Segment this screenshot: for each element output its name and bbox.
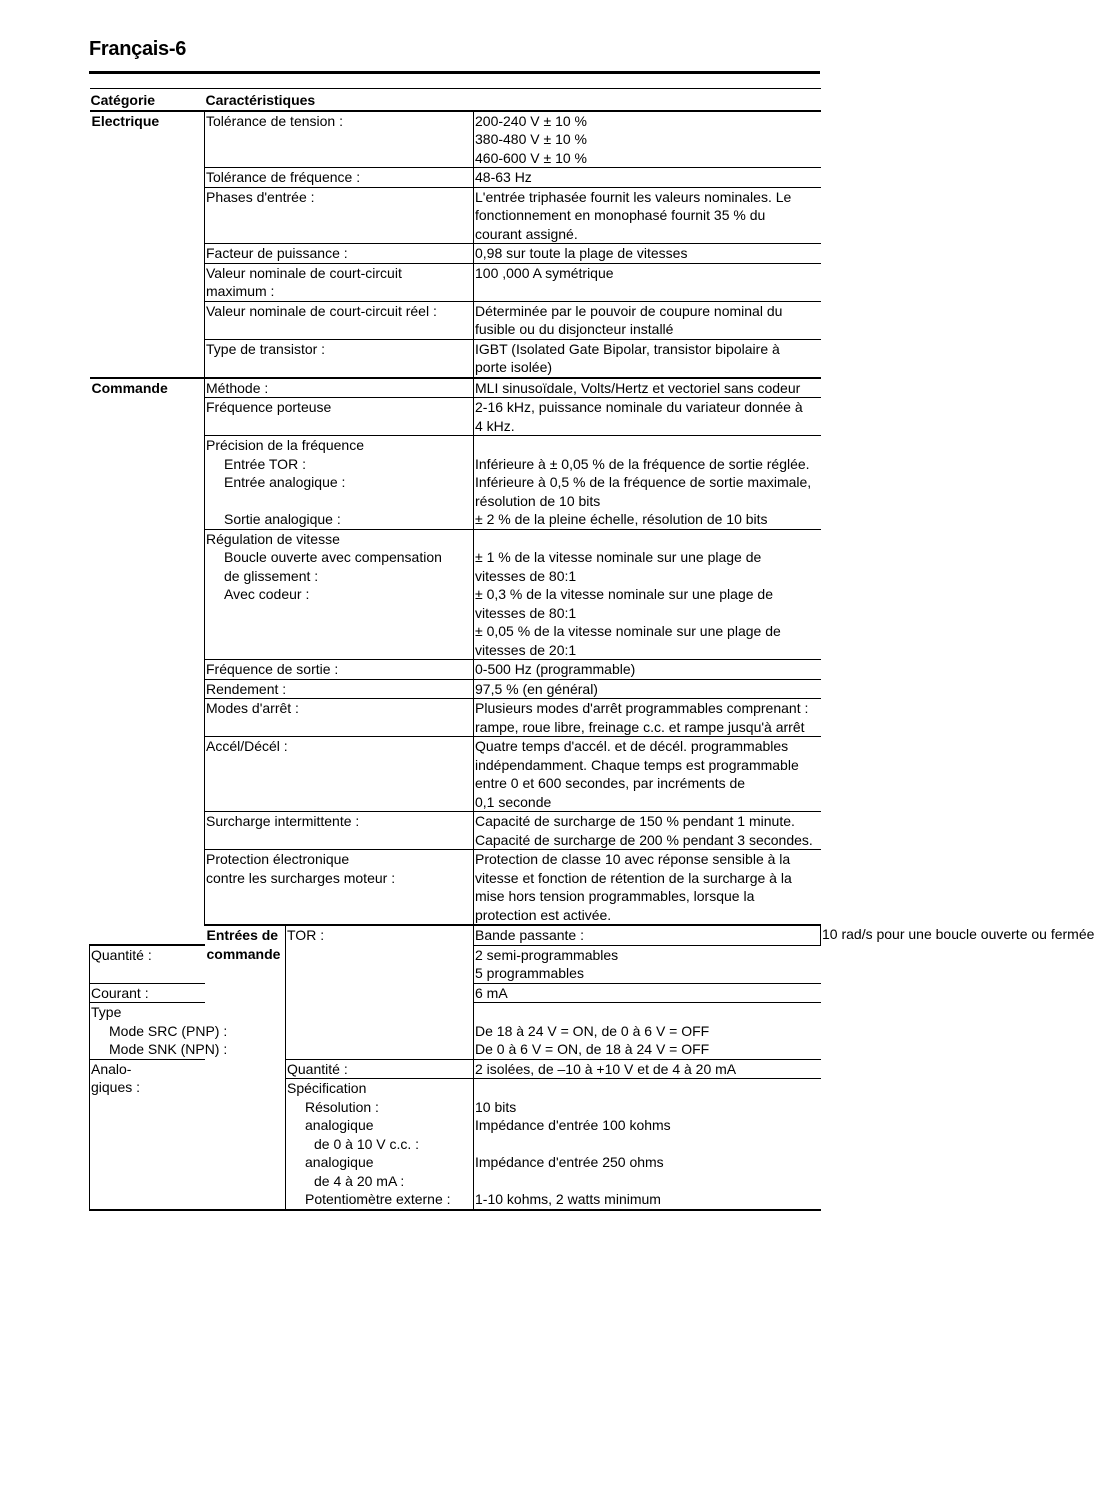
value-line: Impédance d'entrée 250 ohms [475, 1154, 664, 1170]
row-value [474, 737, 821, 812]
value-line: vitesses de 20:1 [475, 641, 577, 658]
row-value [474, 1079, 821, 1210]
spacer [475, 1079, 821, 1098]
row-label: Tolérance de tension : [205, 111, 474, 168]
row-value: 48-63 Hz [474, 168, 821, 188]
label-line: Boucle ouverte avec compensation [224, 549, 442, 565]
value-line: ± 0,3 % de la vitesse nominale sur une plage de [475, 586, 773, 602]
value-line: 2-16 kHz, puissance nominale du variateur donnée à [475, 399, 803, 415]
spacer [475, 1172, 821, 1191]
row-value [474, 850, 821, 926]
row-value: 0-500 Hz (programmable) [474, 660, 821, 680]
spacer [475, 436, 821, 455]
label-line: de 0 à 10 V c.c. : [314, 1135, 420, 1152]
header-characteristics: Caractéristiques [205, 89, 821, 111]
row-label [286, 1079, 474, 1210]
label-line: giques : [91, 1079, 141, 1095]
row-label: Type de transistor : [205, 339, 474, 378]
spacer [206, 492, 473, 511]
value-line: Protection de classe 10 avec réponse sensible à la [475, 851, 791, 867]
row-value: MLI sinusoïdale, Volts/Hertz et vectoriel sans codeur [474, 378, 821, 398]
row-value [474, 339, 821, 378]
category-line: Entrées de [206, 927, 279, 943]
label-line: Mode SRC (PNP) : [109, 1022, 228, 1039]
value-line: Capacité de surcharge de 200 % pendant 3 secondes. [475, 831, 813, 848]
value-line: fonctionnement en monophasé fournit 35 % du [475, 207, 766, 223]
label-line: Avec codeur : [224, 586, 310, 602]
row-label: Surcharge intermittente : [205, 812, 474, 850]
label-line: analogique [305, 1117, 374, 1133]
row-label: Fréquence porteuse [205, 398, 474, 436]
table-row: Entrées de commande TOR : Bande passante : 10 rad/s pour une boucle ouverte ou fermée [90, 925, 821, 945]
value-line: Capacité de surcharge de 150 % pendant 1 minute. [475, 813, 795, 829]
tor-group-label: TOR : [286, 925, 474, 1059]
row-label: Modes d'arrêt : [205, 699, 474, 737]
row-value [474, 529, 821, 660]
row-value: 100 ,000 A symétrique [474, 263, 821, 301]
label-line: Entrée analogique : [224, 474, 346, 490]
value-line: 380-480 V ± 10 % [475, 131, 587, 147]
table-row [90, 1059, 821, 1079]
value-line: entre 0 et 600 secondes, par incréments de [475, 775, 746, 791]
label-line: de glissement : [224, 567, 319, 584]
value-line: 0,1 seconde [475, 793, 552, 810]
row-label: Quantité : [286, 1059, 474, 1079]
label-line: Résolution : [305, 1098, 379, 1115]
value-line: vitesses de 80:1 [475, 567, 577, 584]
row-label: Fréquence de sortie : [205, 660, 474, 680]
row-value [474, 812, 821, 850]
row-label: Méthode : [205, 378, 474, 398]
row-value [474, 187, 821, 244]
value-line: protection est activée. [475, 906, 612, 923]
row-value [474, 398, 821, 436]
row-label [205, 529, 474, 660]
row-label: Facteur de puissance : [205, 244, 474, 264]
value-line: 200-240 V ± 10 % [475, 112, 587, 129]
value-line: 5 programmables [475, 965, 584, 981]
spacer [475, 530, 821, 549]
specifications-table [89, 88, 1094, 1211]
label-line: maximum : [206, 283, 275, 299]
label-line: Type [91, 1004, 122, 1020]
value-line: 10 bits [475, 1098, 517, 1115]
page-title: Français-6 [89, 38, 187, 60]
title-rule [89, 71, 820, 74]
spacer [475, 1135, 821, 1154]
value-line: Inférieure à ± 0,05 % de la fréquence de sortie réglée. [475, 455, 810, 472]
value-line: indépendamment. Chaque temps est programmable [475, 756, 799, 773]
row-value: 0,98 sur toute la plage de vitesses [474, 244, 821, 264]
value-line: ± 0,05 % de la vitesse nominale sur une plage de [475, 623, 781, 639]
category-electrique: Electrique [90, 111, 205, 378]
value-line: 460-600 V ± 10 % [475, 149, 587, 166]
label-line: Analo- [91, 1060, 132, 1077]
category-line: commande [206, 945, 281, 962]
spacer [475, 1003, 821, 1022]
label-line: Potentiomètre externe : [305, 1191, 451, 1207]
value-line: Quatre temps d'accél. et de décél. programmables [475, 738, 789, 754]
row-value [474, 436, 821, 530]
label-line: analogique [305, 1154, 374, 1170]
value-line: Inférieure à 0,5 % de la fréquence de sortie maximale, [475, 474, 812, 490]
row-label: Courant : [90, 983, 205, 1003]
value-line: ± 2 % de la pleine échelle, résolution de 10 bits [475, 511, 768, 527]
row-label: Bande passante : [474, 925, 821, 945]
value-line: De 18 à 24 V = ON, de 0 à 6 V = OFF [475, 1022, 710, 1039]
label-line: Précision de la fréquence [206, 437, 364, 453]
row-label [90, 1003, 228, 1060]
label-line: Entrée TOR : [224, 455, 306, 472]
row-label: Phases d'entrée : [205, 187, 474, 244]
value-line: résolution de 10 bits [475, 492, 601, 509]
row-value [474, 699, 821, 737]
row-value [474, 945, 821, 983]
header-category: Catégorie [90, 89, 205, 111]
row-value: 97,5 % (en général) [474, 679, 821, 699]
value-line: 2 semi-programmables [475, 946, 619, 963]
table-row [90, 111, 821, 168]
label-line: Spécification [287, 1080, 367, 1096]
value-line: rampe, roue libre, freinage c.c. et rampe jusqu'à arrêt [475, 718, 805, 735]
value-line: De 0 à 6 V = ON, de 18 à 24 V = OFF [475, 1041, 710, 1057]
value-line: Plusieurs modes d'arrêt programmables comprenant : [475, 700, 809, 716]
row-value [474, 111, 821, 168]
category-commande: Commande [90, 378, 205, 946]
label-line: contre les surcharges moteur : [206, 869, 396, 886]
label-line: Régulation de vitesse [206, 530, 340, 547]
label-line: Mode SNK (NPN) : [109, 1041, 228, 1057]
category-entrees-commande [205, 925, 286, 1210]
analog-group-label [90, 1059, 205, 1210]
row-value [474, 301, 821, 339]
row-label [205, 436, 474, 530]
value-line: porte isolée) [475, 359, 553, 375]
value-line: Impédance d'entrée 100 kohms [475, 1117, 671, 1133]
value-line: ± 1 % de la vitesse nominale sur une plage de [475, 549, 762, 565]
row-label: Tolérance de fréquence : [205, 168, 474, 188]
table-row [90, 378, 821, 398]
row-value: 6 mA [474, 983, 821, 1003]
label-line: Valeur nominale de court-circuit [206, 264, 402, 281]
label-line: de 4 à 20 mA : [314, 1172, 405, 1189]
value-line: vitesse et fonction de rétention de la surcharge à la [475, 869, 792, 886]
value-line: Déterminée par le pouvoir de coupure nominal du [475, 302, 783, 319]
row-label [205, 263, 474, 301]
row-label: Quantité : [90, 945, 205, 983]
table-header-row [90, 89, 821, 111]
row-label: Valeur nominale de court-circuit réel : [205, 301, 474, 339]
value-line: L'entrée triphasée fournit les valeurs nominales. Le [475, 188, 792, 205]
value-line: IGBT (Isolated Gate Bipolar, transistor bipolaire à [475, 340, 780, 357]
row-value [474, 1003, 821, 1060]
value-line: courant assigné. [475, 225, 578, 242]
label-line: Protection électronique [206, 851, 350, 867]
value-line: mise hors tension programmables, lorsque la [475, 888, 755, 904]
row-value: 2 isolées, de –10 à +10 V et de 4 à 20 mA [474, 1059, 821, 1079]
row-label: Rendement : [205, 679, 474, 699]
row-label [205, 850, 474, 926]
value-line: 1-10 kohms, 2 watts minimum [475, 1191, 661, 1207]
value-line: fusible ou du disjoncteur installé [475, 321, 674, 337]
label-line: Sortie analogique : [224, 511, 341, 527]
value-line: vitesses de 80:1 [475, 604, 577, 621]
row-label: Accél/Décél : [205, 737, 474, 812]
value-line: 4 kHz. [475, 417, 515, 434]
